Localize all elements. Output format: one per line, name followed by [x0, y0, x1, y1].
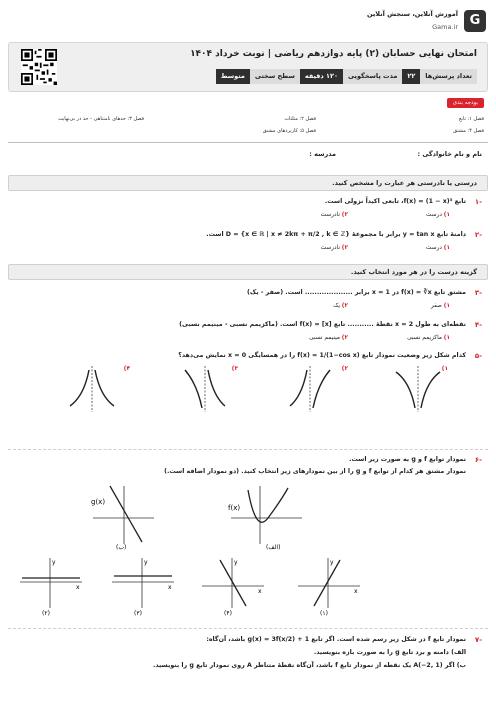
option-2[interactable]: ۲) نادرست [320, 245, 348, 251]
question-number: ۳- [474, 289, 482, 297]
topic-item: فصل ۲: مثلثات [284, 116, 316, 122]
question-text: نمودار مشتق هر کدام از توابع f و g را از بین نمودارهای زیر انتخاب کنید. (دو نمودار اضافه است.) [164, 468, 466, 475]
option-1-label[interactable]: ۱) [441, 366, 448, 372]
student-name-label: نام و نام خانوادگی : [417, 150, 482, 158]
option-1[interactable]: ۱) درست [426, 212, 450, 218]
brand-title: آموزش آنلاین، سنجش آنلاین [366, 10, 458, 18]
brand-url[interactable]: Gama.ir [432, 23, 458, 31]
question-number: ۷- [474, 636, 482, 644]
graph-g-label: g(x) [91, 498, 106, 506]
question-text: نمودار توابع f و g به صورت زیر است. [349, 456, 466, 463]
section-title: درستی یا نادرستی هر عبارت را مشخص کنید. [8, 175, 488, 191]
question-6 [8, 456, 488, 486]
budget-tag: بودجه بندی [447, 98, 484, 108]
question-3 [8, 289, 488, 315]
graph-f [226, 484, 306, 550]
svg-text:y: y [234, 559, 238, 566]
option-3-graph[interactable] [175, 366, 235, 412]
svg-text:y: y [144, 559, 148, 566]
question-text: کدام شکل زیر وضعیت نمودار تابع f(x) = 1/(1−cos x) را در همسایگی x = 0 نمایش می‌دهد؟ [178, 352, 466, 359]
option-2-graph[interactable] [280, 366, 340, 412]
difficulty-label: سطح سختی [250, 69, 300, 84]
question-text: نمودار تابع f در شکل زیر رسم شده است. اگر تابع g(x) = 3f(x/2) + 1 باشد، آن‌گاه: [206, 636, 466, 643]
graph-g [88, 484, 158, 550]
topics-list [12, 112, 484, 138]
divider [8, 142, 488, 143]
svg-text:y: y [52, 559, 56, 566]
duration-value: ۱۲۰ دقیقه [300, 69, 343, 84]
difficulty-value: متوسط [216, 69, 250, 84]
candidate-graph-2[interactable] [18, 556, 84, 616]
svg-text:x: x [354, 588, 358, 595]
divider [8, 449, 488, 450]
candidate-caption: (۱) [320, 610, 328, 616]
svg-text:x: x [76, 584, 80, 591]
topic-item: فصل ۳: حدهای نامتناهی - حد در بی‌نهایت [58, 116, 144, 122]
school-label: مدرسه : [309, 150, 336, 158]
svg-text:y: y [330, 559, 334, 566]
question-1 [8, 198, 488, 224]
question-number: ۵- [474, 352, 482, 360]
question-number: ۲- [474, 231, 482, 239]
option-2[interactable]: ۲) یک [333, 303, 348, 309]
candidate-graph-1[interactable] [296, 556, 362, 616]
topic-item: فصل ۱: تابع [458, 116, 484, 122]
question-4 [8, 321, 488, 347]
option-1[interactable]: ۱) صفر [430, 303, 450, 309]
option-1[interactable]: ۱) درست [426, 245, 450, 251]
question-number: ۴- [474, 321, 482, 329]
candidate-graph-4[interactable] [200, 556, 266, 616]
svg-text:x: x [258, 588, 262, 595]
question-text: الف) دامنه و برد تابع g را به صورت بازه بنویسید. [313, 649, 466, 656]
candidate-caption: (۲) [42, 610, 50, 616]
question-text: دامنهٔ تابع y = tan x برابر با مجموعهٔ D = {x ∈ ℝ | x ≠ 2kπ + π/2 , k ∈ ℤ} است. [206, 231, 466, 238]
question-7 [8, 636, 488, 696]
option-2[interactable]: ۲) مینیمم نسبی [309, 335, 348, 341]
candidate-graph-3[interactable] [110, 556, 176, 616]
section-title: گزینه درست را در هر مورد انتخاب کنید. [8, 264, 488, 280]
svg-text:x: x [168, 584, 172, 591]
question-number: ۶- [474, 456, 482, 464]
exam-title: امتحان نهایی حسابان (۲) پایه دوازدهم ریاضی | نوبت خرداد ۱۴۰۴ [190, 49, 477, 59]
duration-label: مدت پاسخگویی [343, 69, 402, 84]
graph-g-caption: (ب) [116, 544, 127, 550]
questions-count-label: تعداد پرسش‌ها [420, 69, 477, 84]
option-4-label[interactable]: ۴) [123, 366, 130, 372]
topic-item: فصل ۴: مشتق [453, 128, 484, 134]
option-3-label[interactable]: ۳) [231, 366, 238, 372]
question-2 [8, 231, 488, 257]
question-text: نقطه‌ای به طول x = 2 نقطهٔ ........... تابع f(x) = [x] است. (ماکزیمم نسبی - مینیمم نسبی) [179, 321, 466, 328]
candidate-caption: (۴) [224, 610, 232, 616]
questions-count-value: ۲۲ [402, 69, 420, 84]
question-text: ب) اگر A(−2, 1) یک نقطه از نمودار تابع f باشد، آن‌گاه نقطهٔ متناظر A روی نمودار تابع g را بنویسید. [152, 662, 466, 669]
option-1-graph[interactable] [388, 366, 448, 412]
option-1[interactable]: ۱) ماکزیمم نسبی [407, 335, 450, 341]
topic-item: فصل ۵: کاربردهای مشتق [262, 128, 316, 134]
exam-header [8, 42, 488, 92]
divider [8, 628, 488, 629]
question-text: تابع f(x) = (1 − x)³، تابعی اکیداً نزولی است. [324, 198, 466, 205]
graph-f-label: f(x) [228, 504, 241, 512]
option-4-graph[interactable] [62, 366, 122, 412]
question-text: مشتق تابع f(x) = ∛x در x = 1 برابر .................... است. (صفر - یک) [246, 289, 466, 296]
gama-logo-icon: G [464, 10, 486, 32]
option-2-label[interactable]: ۲) [341, 366, 348, 372]
question-number: ۱- [474, 198, 482, 206]
qr-code-icon[interactable] [21, 49, 57, 85]
option-2[interactable]: ۲) نادرست [320, 212, 348, 218]
brand [346, 6, 486, 40]
exam-info-badges [216, 69, 477, 84]
graph-f-caption: (الف) [266, 544, 281, 550]
candidate-caption: (۳) [134, 610, 142, 616]
